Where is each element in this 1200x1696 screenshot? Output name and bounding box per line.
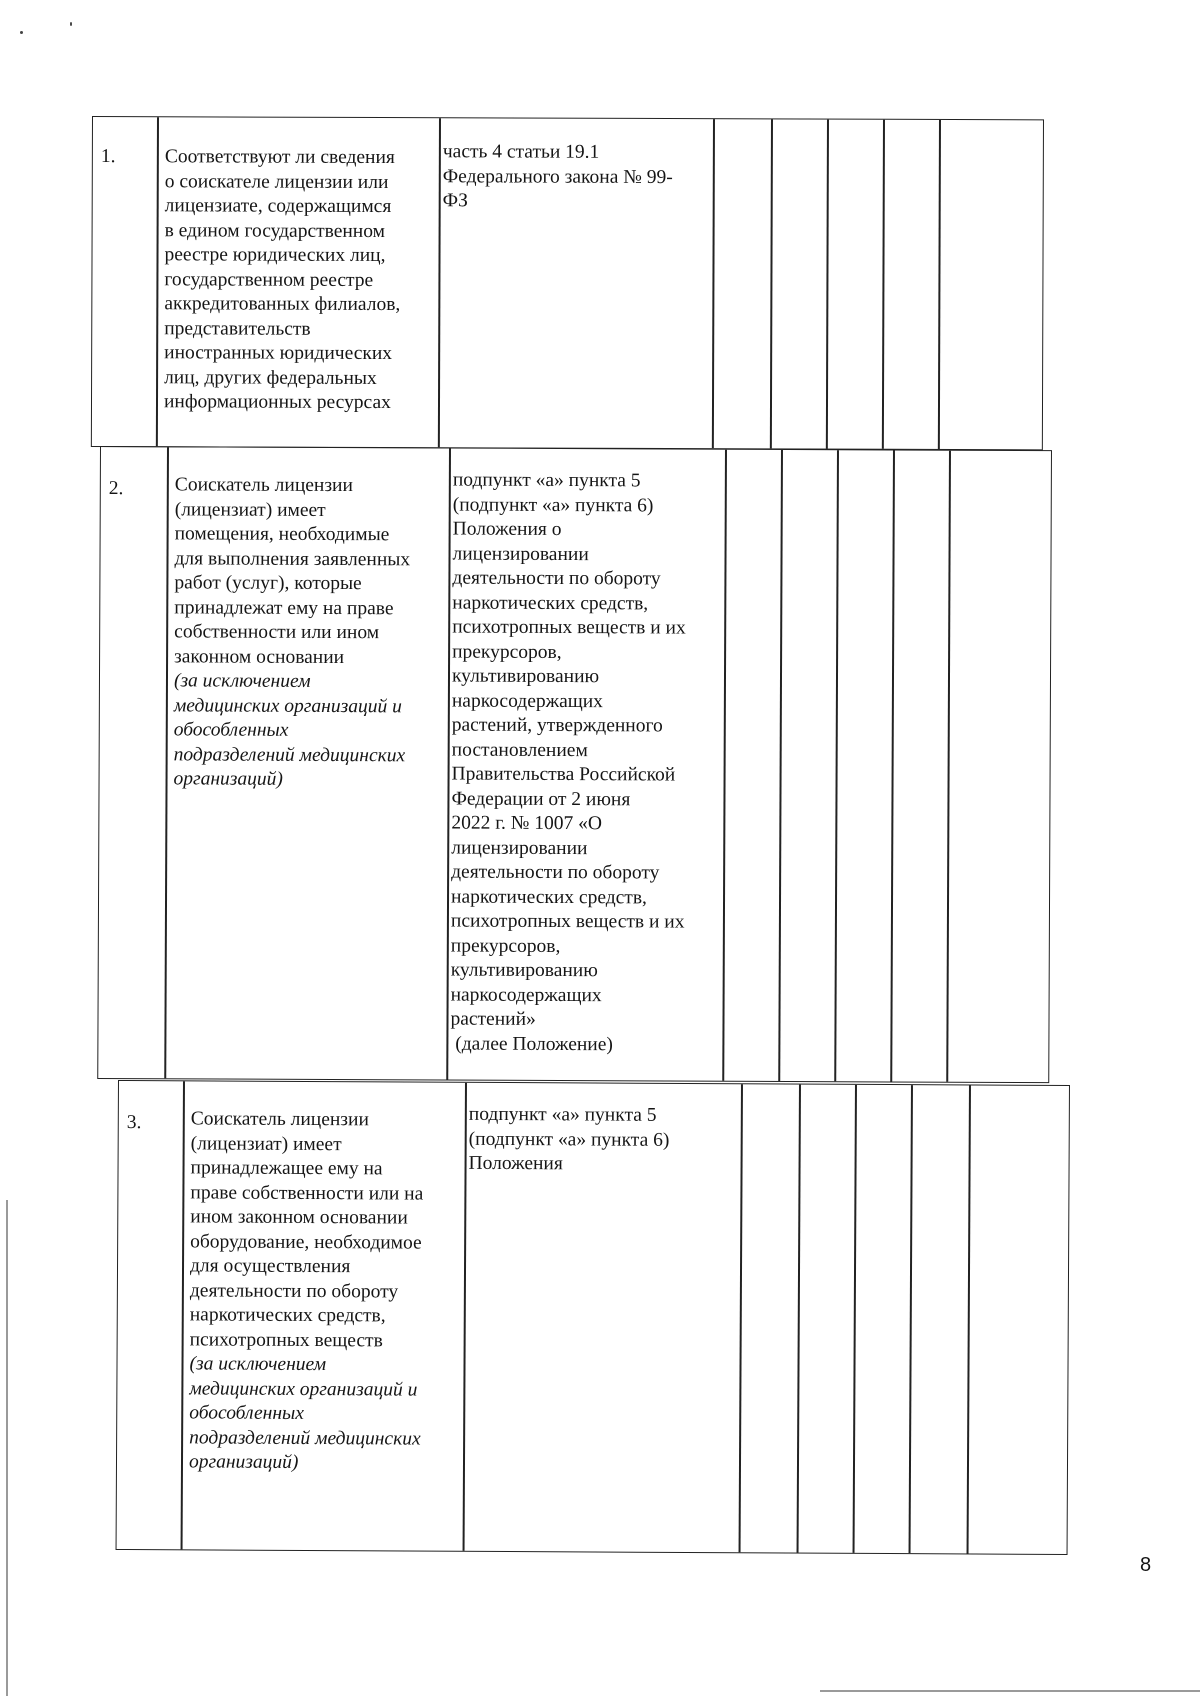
reference-cell [438, 118, 713, 448]
requirement-cell [156, 117, 439, 447]
column-divider [797, 1085, 801, 1553]
requirement-line: принадлежащее ему на [190, 1157, 383, 1180]
requirement-line: государственном реестре [164, 268, 374, 291]
scan-edge-line [6, 1200, 8, 1696]
exception-note-line: подразделений медицинских [189, 1426, 421, 1450]
requirement-line: оборудование, необходимое [190, 1230, 422, 1254]
requirement-line: лицензиате, содержащимся [164, 195, 392, 218]
exception-note-line: (за исключением [189, 1353, 327, 1376]
reference-line: психотропных веществ и их [450, 910, 685, 933]
requirement-line: информационных ресурсах [163, 391, 391, 414]
reference-line: лицензировании [451, 837, 588, 859]
reference-line: деятельности по обороту [452, 567, 661, 590]
exception-note-line: медицинских организаций и [189, 1377, 418, 1401]
column-divider [890, 450, 894, 1081]
requirement-line: принадлежат ему на праве [174, 596, 394, 619]
requirement-line: представительств [164, 317, 311, 340]
requirement-line: ином законном основании [190, 1206, 408, 1229]
reference-line: (далее Положение) [450, 1033, 613, 1055]
column-divider [826, 120, 829, 449]
exception-note-line: организаций) [188, 1451, 299, 1473]
exception-note-line: подразделений медицинских [173, 743, 406, 766]
requirement-cell [181, 1081, 465, 1550]
reference-line: наркотических средств, [452, 592, 649, 614]
exception-note-line: организаций) [173, 768, 283, 790]
requirement-line: психотропных веществ [189, 1328, 383, 1351]
reference-line: наркосодержащих [451, 690, 603, 712]
table-row [116, 1080, 1070, 1555]
reference-line: Федерации от 2 июня [451, 788, 631, 810]
reference-line: часть 4 статьи 19.1 [442, 141, 600, 163]
reference-line: прекурсоров, [450, 935, 561, 957]
requirement-line: Соискатель лицензии [190, 1108, 369, 1131]
requirement-line: иностранных юридических [164, 342, 393, 365]
requirement-line: для выполнения заявленных [174, 547, 411, 570]
reference-line: Правительства Российской [451, 763, 676, 786]
requirement-line: для осуществления [189, 1255, 351, 1278]
requirement-line: аккредитованных филиалов, [164, 293, 401, 316]
requirement-line: собственности или ином [174, 621, 380, 644]
reference-line: 2022 г. № 1007 «О [451, 812, 603, 835]
page-number: 8 [1140, 1554, 1152, 1576]
column-divider [770, 119, 773, 448]
exception-note-line: медицинских организаций и [173, 694, 402, 717]
row-number: 3. [126, 1112, 142, 1134]
reference-line: прекурсоров, [452, 641, 562, 663]
reference-line: Положения [468, 1152, 563, 1175]
reference-line: наркосодержащих [450, 984, 602, 1006]
column-divider [778, 450, 782, 1081]
reference-line: (подпункт «а» пункта 6) [452, 494, 654, 516]
scan-speck [20, 31, 23, 34]
requirement-line: (лицензиат) имеет [190, 1132, 342, 1155]
requirement-line: (лицензиат) имеет [174, 498, 326, 521]
reference-line: растений» [450, 1008, 536, 1030]
table-row [91, 116, 1044, 450]
reference-line: деятельности по обороту [451, 861, 660, 884]
reference-line: растений, утвержденного [451, 714, 663, 737]
reference-line: Федерального закона № 99- [442, 165, 673, 188]
reference-line: культивированию [451, 665, 600, 688]
requirement-line: Соответствуют ли сведения [164, 146, 395, 169]
exception-note-line: (за исключением [173, 670, 311, 692]
reference-line: постановлением [451, 739, 588, 761]
reference-line: культивированию [450, 959, 598, 982]
row-number: 1. [100, 146, 116, 168]
table-row [97, 446, 1052, 1083]
column-divider [853, 1085, 857, 1553]
requirement-line: помещения, необходимые [174, 523, 390, 546]
column-divider [712, 119, 715, 448]
requirement-line: работ (услуг), которые [174, 572, 362, 595]
requirement-line: законном основании [174, 645, 345, 668]
column-divider [909, 1085, 913, 1553]
reference-line: подпункт «а» пункта 5 [452, 469, 641, 492]
requirement-line: деятельности по обороту [189, 1279, 399, 1302]
requirement-line: Соискатель лицензии [174, 474, 354, 497]
reference-line: наркотических средств, [450, 886, 647, 908]
column-divider [938, 120, 941, 449]
reference-cell [446, 449, 725, 1081]
scan-speck [70, 22, 72, 26]
row-number: 2. [108, 478, 124, 500]
requirement-line: реестре юридических лиц, [164, 244, 386, 267]
column-divider [946, 451, 950, 1082]
reference-line: психотропных веществ и их [452, 616, 686, 639]
scan-bottom-line [820, 1690, 1200, 1692]
exception-note-line: обособленных [189, 1402, 304, 1424]
reference-line: Положения о [452, 518, 562, 541]
reference-line: подпункт «а» пункта 5 [468, 1103, 657, 1126]
requirement-line: о соискателе лицензии или [164, 170, 389, 193]
exception-note-line: обособленных [173, 719, 289, 741]
reference-line: лицензировании [452, 543, 589, 565]
column-divider [967, 1085, 971, 1553]
requirement-line: в едином государственном [164, 219, 386, 242]
requirement-cell [164, 447, 449, 1079]
requirement-line: лиц, других федеральных [164, 366, 377, 389]
reference-line: (подпункт «а» пункта 6) [468, 1128, 670, 1151]
column-divider [882, 120, 885, 449]
reference-line: ФЗ [442, 190, 468, 212]
requirement-line: праве собственности или на [190, 1181, 424, 1205]
column-divider [834, 450, 838, 1081]
reference-cell [463, 1083, 741, 1552]
requirement-line: наркотических средств, [189, 1304, 386, 1327]
